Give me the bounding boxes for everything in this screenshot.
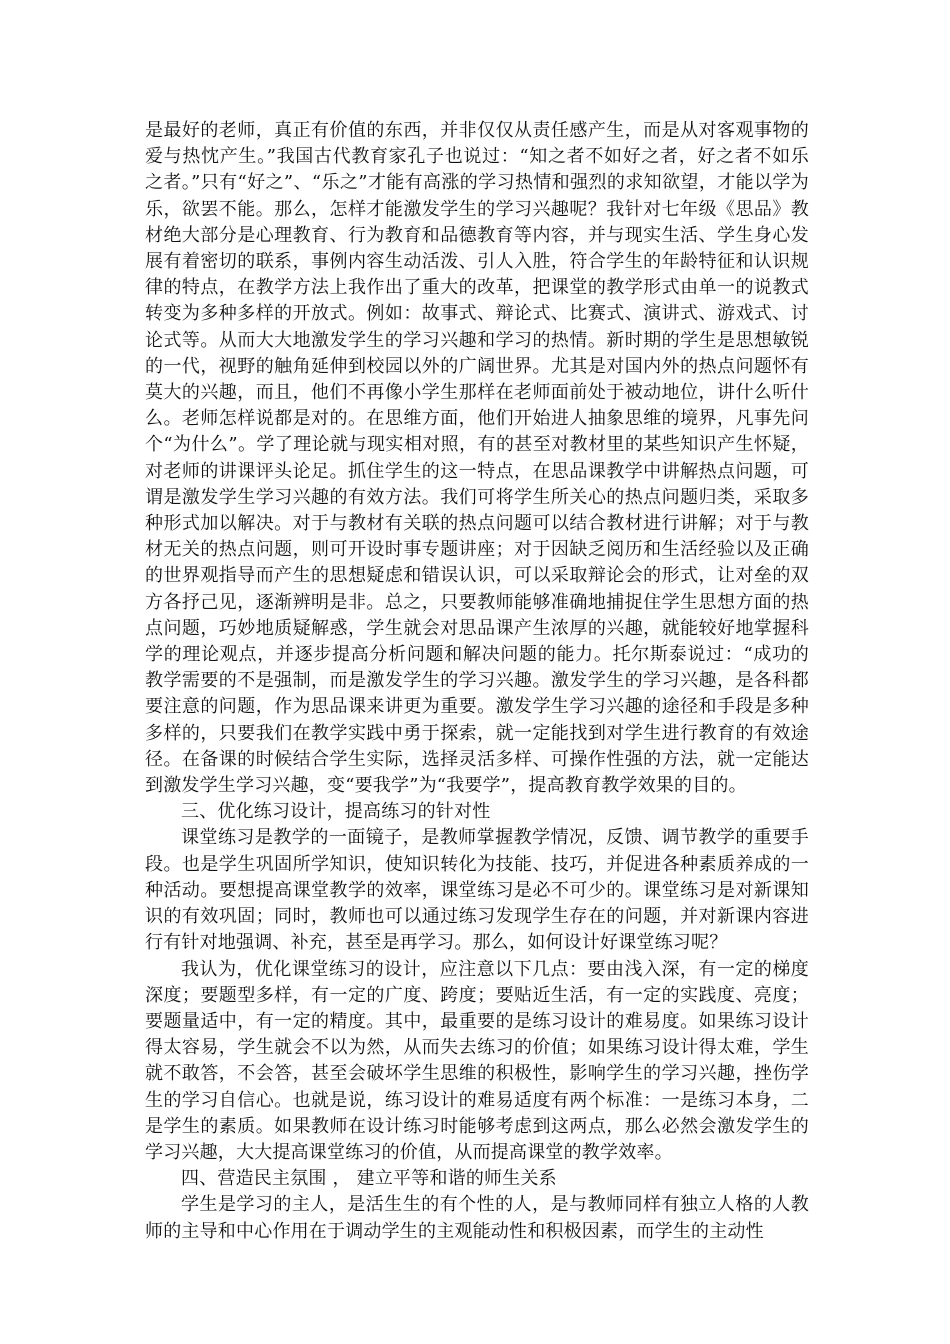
body-paragraph-students: 学生是学习的主人，是活生生的有个性的人，是与教师同样有独立人格的人教师的主导和中心作用在于调动学生的主观能动性和积极因素，而学生的主动性: [145, 1194, 809, 1242]
body-paragraph-practice-design: 我认为，优化课堂练习的设计，应注意以下几点：要由浅入深，有一定的梯度深度；要题型多样，有一定的广度、跨度；要贴近生活，有一定的实践度、亮度；要题量适中，有一定的精度。其中，最重要的是练习设计的难易度。如果练习设计得太容易，学生就会不以为然，从而失去练习的价值；如果练习设计得太难，学生就不敢答，不会答，甚至会破坏学生思维的积极性，影响学生的学习兴趣，挫伤学生的学习自信心。也就是说，练习设计的难易适度有两个标准：一是练习本身，二是学生的素质。如果教师在设计练习时能够考虑到这两点，那么必然会激发学生的学习兴趣，大大提高课堂练习的价值，从而提高课堂的教学效率。: [145, 958, 809, 1163]
document-body: [145, 118, 809, 1245]
section-heading-3: 三、优化练习设计，提高练习的针对性: [181, 801, 491, 823]
section-heading-4: 四、营造民主氛围 ， 建立平等和谐的师生关系: [181, 1168, 557, 1190]
body-paragraph-continued: 是最好的老师，真正有价值的东西，并非仅仅从责任感产生，而是从对客观事物的爱与热忱产生。”我国古代教育家孔子也说过：“知之者不如好之者，好之者不如乐之者。”只有“好之”、“乐之”才能有高涨的学习热情和强烈的求知欲望，才能以学为乐，欲罢不能。那么，怎样才能激发学生的学习兴趣呢？我针对七年级《思品》教材绝大部分是心理教育、行为教育和品德教育等内容，并与现实生活、学生身心发展有着密切的联系，事例内容生动活泼、引人入胜，符合学生的年龄特征和认识规律的特点，在教学方法上我作出了重大的改革，把课堂的教学形式由单一的说教式转变为多种多样的开放式。例如：故事式、辩论式、比赛式、演讲式、游戏式、讨论式等。从而大大地激发学生的学习兴趣和学习的热情。新时期的学生是思想敏锐的一代，视野的触角延伸到校园以外的广阔世界。尤其是对国内外的热点问题怀有莫大的兴趣，而且，他们不再像小学生那样在老师面前处于被动地位，讲什么听什么。老师怎样说都是对的。在思维方面，他们开始进人抽象思维的境界，凡事先问个“为什么”。学了理论就与现实相对照，有的甚至对教材里的某些知识产生怀疑，对老师的讲课评头论足。抓住学生的这一特点，在思品课教学中讲解热点问题，可谓是激发学生学习兴趣的有效方法。我们可将学生所关心的热点问题归类，采取多种形式加以解决。对于与教材有关联的热点问题可以结合教材进行讲解；对于与教材无关的热点问题，则可开设时事专题讲座；对于因缺乏阅历和生活经验以及正确的世界观指导而产生的思想疑虑和错误认识，可以采取辩论会的形式，让对垒的双方各抒己见，逐渐辨明是非。总之，只要教师能够准确地捕捉住学生思想方面的热点问题，巧妙地质疑解惑，学生就会对思品课产生浓厚的兴趣，就能较好地掌握科学的理论观点，并逐步提高分析问题和解决问题的能力。托尔斯泰说过：“成功的教学需要的不是强制，而是激发学生的学习兴趣。激发学生的学习兴趣，是各科都要注意的问题，作为思品课来讲更为重要。激发学生学习兴趣的途径和手段是多种多样的，只要我们在教学实践中勇于探索，就一定能找到对学生进行教育的有效途径。在备课的时候结合学生实际，选择灵活多样、可操作性强的方法，就一定能达到激发学生学习兴趣，变“要我学”为“我要学”，提高教育教学效果的目的。: [145, 120, 809, 797]
body-paragraph-practice: 课堂练习是教学的一面镜子，是教师掌握教学情况，反馈、调节教学的重要手段。也是学生巩固所学知识，使知识转化为技能、技巧，并促进各种素质养成的一种活动。要想提高课堂教学的效率，课堂练习是必不可少的。课堂练习是对新课知识的有效巩固；同时，教师也可以通过练习发现学生存在的问题，并对新课内容进行有针对地强调、补充，甚至是再学习。那么，如何设计好课堂练习呢？: [145, 827, 809, 954]
